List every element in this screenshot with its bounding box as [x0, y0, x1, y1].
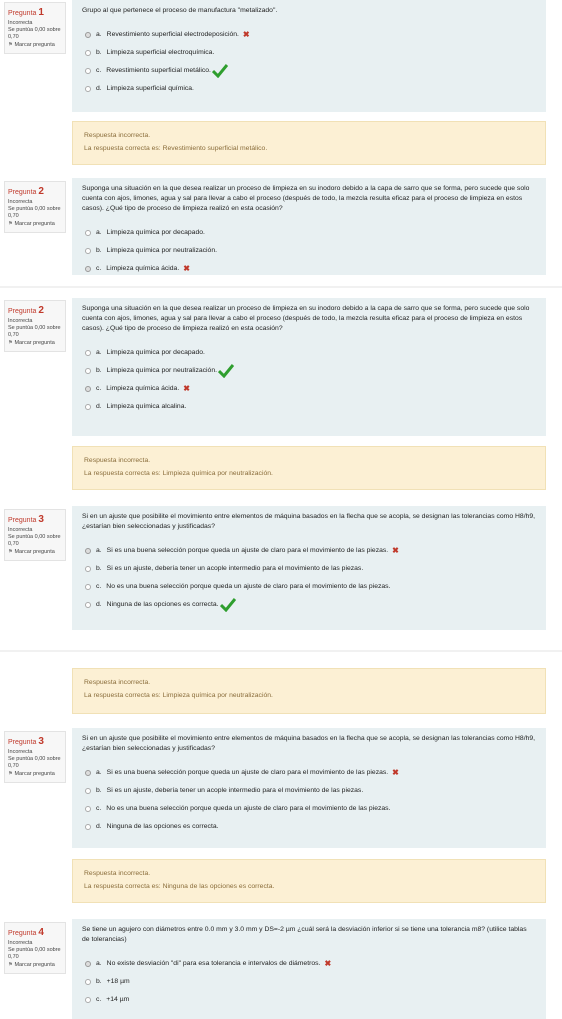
answer-option[interactable]: d. Limpieza química alcalina. — [82, 398, 536, 416]
answer-option[interactable]: c. No es una buena selección porque queda un ajuste de claro para el movimiento de las piezas. — [82, 800, 536, 818]
question-number: Pregunta 3 — [8, 736, 44, 747]
radio-button[interactable] — [85, 824, 91, 830]
flag-question-link[interactable]: ⚑ Marcar pregunta — [8, 339, 55, 346]
question-state: Incorrecta — [8, 526, 33, 533]
radio-button[interactable] — [85, 770, 91, 776]
question-box — [72, 0, 546, 112]
flag-question-link[interactable]: ⚑ Marcar pregunta — [8, 41, 55, 48]
screenshot-divider — [0, 286, 562, 288]
radio-button[interactable] — [85, 248, 91, 254]
question-grade: Se puntúa 0,00 sobre 0,70 — [8, 26, 61, 41]
answer-option[interactable]: b. Limpieza química por neutralización. — [82, 242, 536, 260]
screenshot-divider — [0, 650, 562, 652]
answer-option[interactable]: a. No existe desviación "di" para esa tolerancia e intervalos de diámetros. ✖ — [82, 955, 536, 973]
correct-answer-text: La respuesta correcta es: Limpieza química por neutralización. — [84, 691, 273, 699]
answer-option[interactable]: c. Revestimiento superficial metálico. — [82, 62, 536, 80]
question-state: Incorrecta — [8, 19, 33, 26]
feedback-box — [72, 859, 546, 903]
question-text: Suponga una situación en la que desea realizar un proceso de limpieza en su inodoro debido a la capa de sarro que se forma, pero sucede que solo cuenta con ajos, limones, agua y sal para llevar a cabo el proceso (después de todo, la mezcla resulta eficaz para el proceso de limpieza en estos casos). ¿Qué tipo de proceso de limpieza realizó en esta ocasión? — [82, 305, 530, 332]
radio-button[interactable] — [85, 602, 91, 608]
flag-icon: ⚑ — [8, 220, 13, 227]
x-icon: ✖ — [392, 546, 399, 556]
question-box — [72, 919, 546, 1019]
feedback-title: Respuesta incorrecta. — [84, 457, 151, 464]
question-grade: Se puntúa 0,00 sobre 0,70 — [8, 755, 61, 770]
x-icon: ✖ — [324, 959, 332, 969]
radio-button[interactable] — [85, 368, 91, 374]
question-info — [4, 181, 66, 233]
feedback-box — [72, 668, 546, 714]
radio-button[interactable] — [85, 50, 91, 56]
radio-button[interactable] — [85, 386, 91, 392]
question-number: Pregunta 1 — [8, 7, 44, 18]
flag-question-link[interactable]: ⚑ Marcar pregunta — [8, 548, 55, 555]
flag-question-link[interactable]: ⚑ Marcar pregunta — [8, 220, 55, 227]
flag-icon: ⚑ — [8, 961, 13, 968]
radio-button[interactable] — [85, 86, 91, 92]
radio-button[interactable] — [85, 806, 91, 812]
flag-icon: ⚑ — [8, 548, 13, 555]
radio-button[interactable] — [85, 266, 91, 272]
x-icon: ✖ — [183, 264, 190, 274]
question-number: Pregunta 3 — [8, 514, 44, 525]
answer-option[interactable]: d. Limpieza superficial química. — [82, 80, 536, 98]
question-state: Incorrecta — [8, 198, 33, 205]
answer-option[interactable]: b. +18 µm — [82, 973, 536, 991]
radio-button[interactable] — [85, 997, 91, 1003]
radio-button[interactable] — [85, 566, 91, 572]
answer-option[interactable]: d. Ninguna de las opciones es correcta. — [82, 596, 536, 614]
answer-option[interactable]: a. Si es una buena selección porque queda un ajuste de claro para el movimiento de las piezas. ✖ — [82, 542, 536, 560]
flag-question-link[interactable]: ⚑ Marcar pregunta — [8, 770, 55, 777]
question-grade: Se puntúa 0,00 sobre 0,70 — [8, 205, 61, 220]
x-icon: ✖ — [183, 384, 190, 394]
x-icon: ✖ — [392, 768, 399, 778]
correct-answer-text: La respuesta correcta es: Limpieza química por neutralización. — [84, 469, 273, 477]
answer-option[interactable]: a. Revestimiento superficial electrodeposición. ✖ — [82, 26, 536, 44]
correct-answer-text: La respuesta correcta es: Revestimiento superficial metálico. — [84, 144, 268, 152]
question-state: Incorrecta — [8, 748, 33, 755]
radio-button[interactable] — [85, 548, 91, 554]
question-text: Se tiene un agujero con diámetros entre 0.0 mm y 3.0 mm y DS=-2 µm ¿cuál será la desviación inferior si se tiene una tolerancia m8? (utilice tablas de tolerancias) — [82, 926, 527, 943]
question-box — [72, 178, 546, 275]
feedback-title: Respuesta incorrecta. — [84, 679, 151, 686]
question-grade: Se puntúa 0,00 sobre 0,70 — [8, 946, 61, 961]
answer-option[interactable]: b. Si es un ajuste, debería tener un acople intermedio para el movimiento de las piezas. — [82, 560, 536, 578]
radio-button[interactable] — [85, 788, 91, 794]
check-icon — [218, 364, 234, 378]
question-info — [4, 300, 66, 352]
radio-button[interactable] — [85, 350, 91, 356]
question-text: Si en un ajuste que posibilite el movimiento entre elementos de máquina basados en la flecha que se acopla, se designan las tolerancias como H8/h9, ¿estarían bien seleccionadas y justificadas? — [82, 513, 536, 530]
answer-option[interactable]: b. Si es un ajuste, debería tener un acople intermedio para el movimiento de las piezas. — [82, 782, 536, 800]
flag-icon: ⚑ — [8, 770, 13, 777]
x-icon: ✖ — [242, 30, 250, 40]
answer-option[interactable]: a. Limpieza química por decapado. — [82, 344, 536, 362]
answer-option[interactable]: c. No es una buena selección porque queda un ajuste de claro para el movimiento de las piezas. — [82, 578, 536, 596]
radio-button[interactable] — [85, 230, 91, 236]
feedback-title: Respuesta incorrecta. — [84, 132, 151, 139]
question-grade: Se puntúa 0,00 sobre 0,70 — [8, 533, 61, 548]
question-info — [4, 509, 66, 561]
question-box — [72, 728, 546, 848]
answer-option[interactable]: b. Limpieza superficial electroquímica. — [82, 44, 536, 62]
radio-button[interactable] — [85, 68, 91, 74]
answer-option[interactable]: c. Limpieza química ácida. ✖ — [82, 380, 536, 398]
question-number: Pregunta 2 — [8, 305, 44, 316]
feedback-box — [72, 446, 546, 490]
question-box — [72, 298, 546, 436]
answer-option[interactable]: c. +14 µm — [82, 991, 536, 1009]
question-text: Grupo al que pertenece el proceso de manufactura "metalizado". — [82, 7, 278, 14]
flag-icon: ⚑ — [8, 339, 13, 346]
correct-answer-text: La respuesta correcta es: Ninguna de las opciones es correcta. — [84, 882, 275, 890]
question-info — [4, 2, 66, 54]
answer-option[interactable]: c. Limpieza química ácida. ✖ — [82, 260, 536, 275]
flag-question-link[interactable]: ⚑ Marcar pregunta — [8, 961, 55, 968]
radio-button[interactable] — [85, 404, 91, 410]
radio-button[interactable] — [85, 32, 91, 38]
answer-option[interactable]: a. Si es una buena selección porque queda un ajuste de claro para el movimiento de las piezas. ✖ — [82, 764, 536, 782]
check-icon — [220, 598, 236, 612]
radio-button[interactable] — [85, 979, 91, 985]
question-state: Incorrecta — [8, 317, 33, 324]
question-number: Pregunta 4 — [8, 927, 44, 938]
radio-button[interactable] — [85, 961, 91, 967]
answer-option[interactable]: b. Limpieza química por neutralización. — [82, 362, 536, 380]
radio-button[interactable] — [85, 584, 91, 590]
question-info — [4, 922, 66, 974]
question-text: Suponga una situación en la que desea realizar un proceso de limpieza en su inodoro debido a la capa de sarro que se forma, pero sucede que solo cuenta con ajos, limones, agua y sal para llevar a cabo el proceso (después de todo, la mezcla resulta eficaz para el proceso de limpieza en estos casos). ¿Qué tipo de proceso de limpieza realizó en esta ocasión? — [82, 185, 530, 212]
flag-icon: ⚑ — [8, 41, 13, 48]
question-box — [72, 506, 546, 630]
answer-option[interactable]: a. Limpieza química por decapado. — [82, 224, 536, 242]
question-number: Pregunta 2 — [8, 186, 44, 197]
question-info — [4, 731, 66, 783]
question-grade: Se puntúa 0,00 sobre 0,70 — [8, 324, 61, 339]
question-state: Incorrecta — [8, 939, 33, 946]
answer-option[interactable]: d. Ninguna de las opciones es correcta. — [82, 818, 536, 836]
feedback-title: Respuesta incorrecta. — [84, 870, 151, 877]
question-text: Si en un ajuste que posibilite el movimiento entre elementos de máquina basados en la flecha que se acopla, se designan las tolerancias como H8/h9, ¿estarían bien seleccionadas y justificadas? — [82, 735, 536, 752]
check-icon — [212, 64, 228, 78]
feedback-box — [72, 121, 546, 165]
